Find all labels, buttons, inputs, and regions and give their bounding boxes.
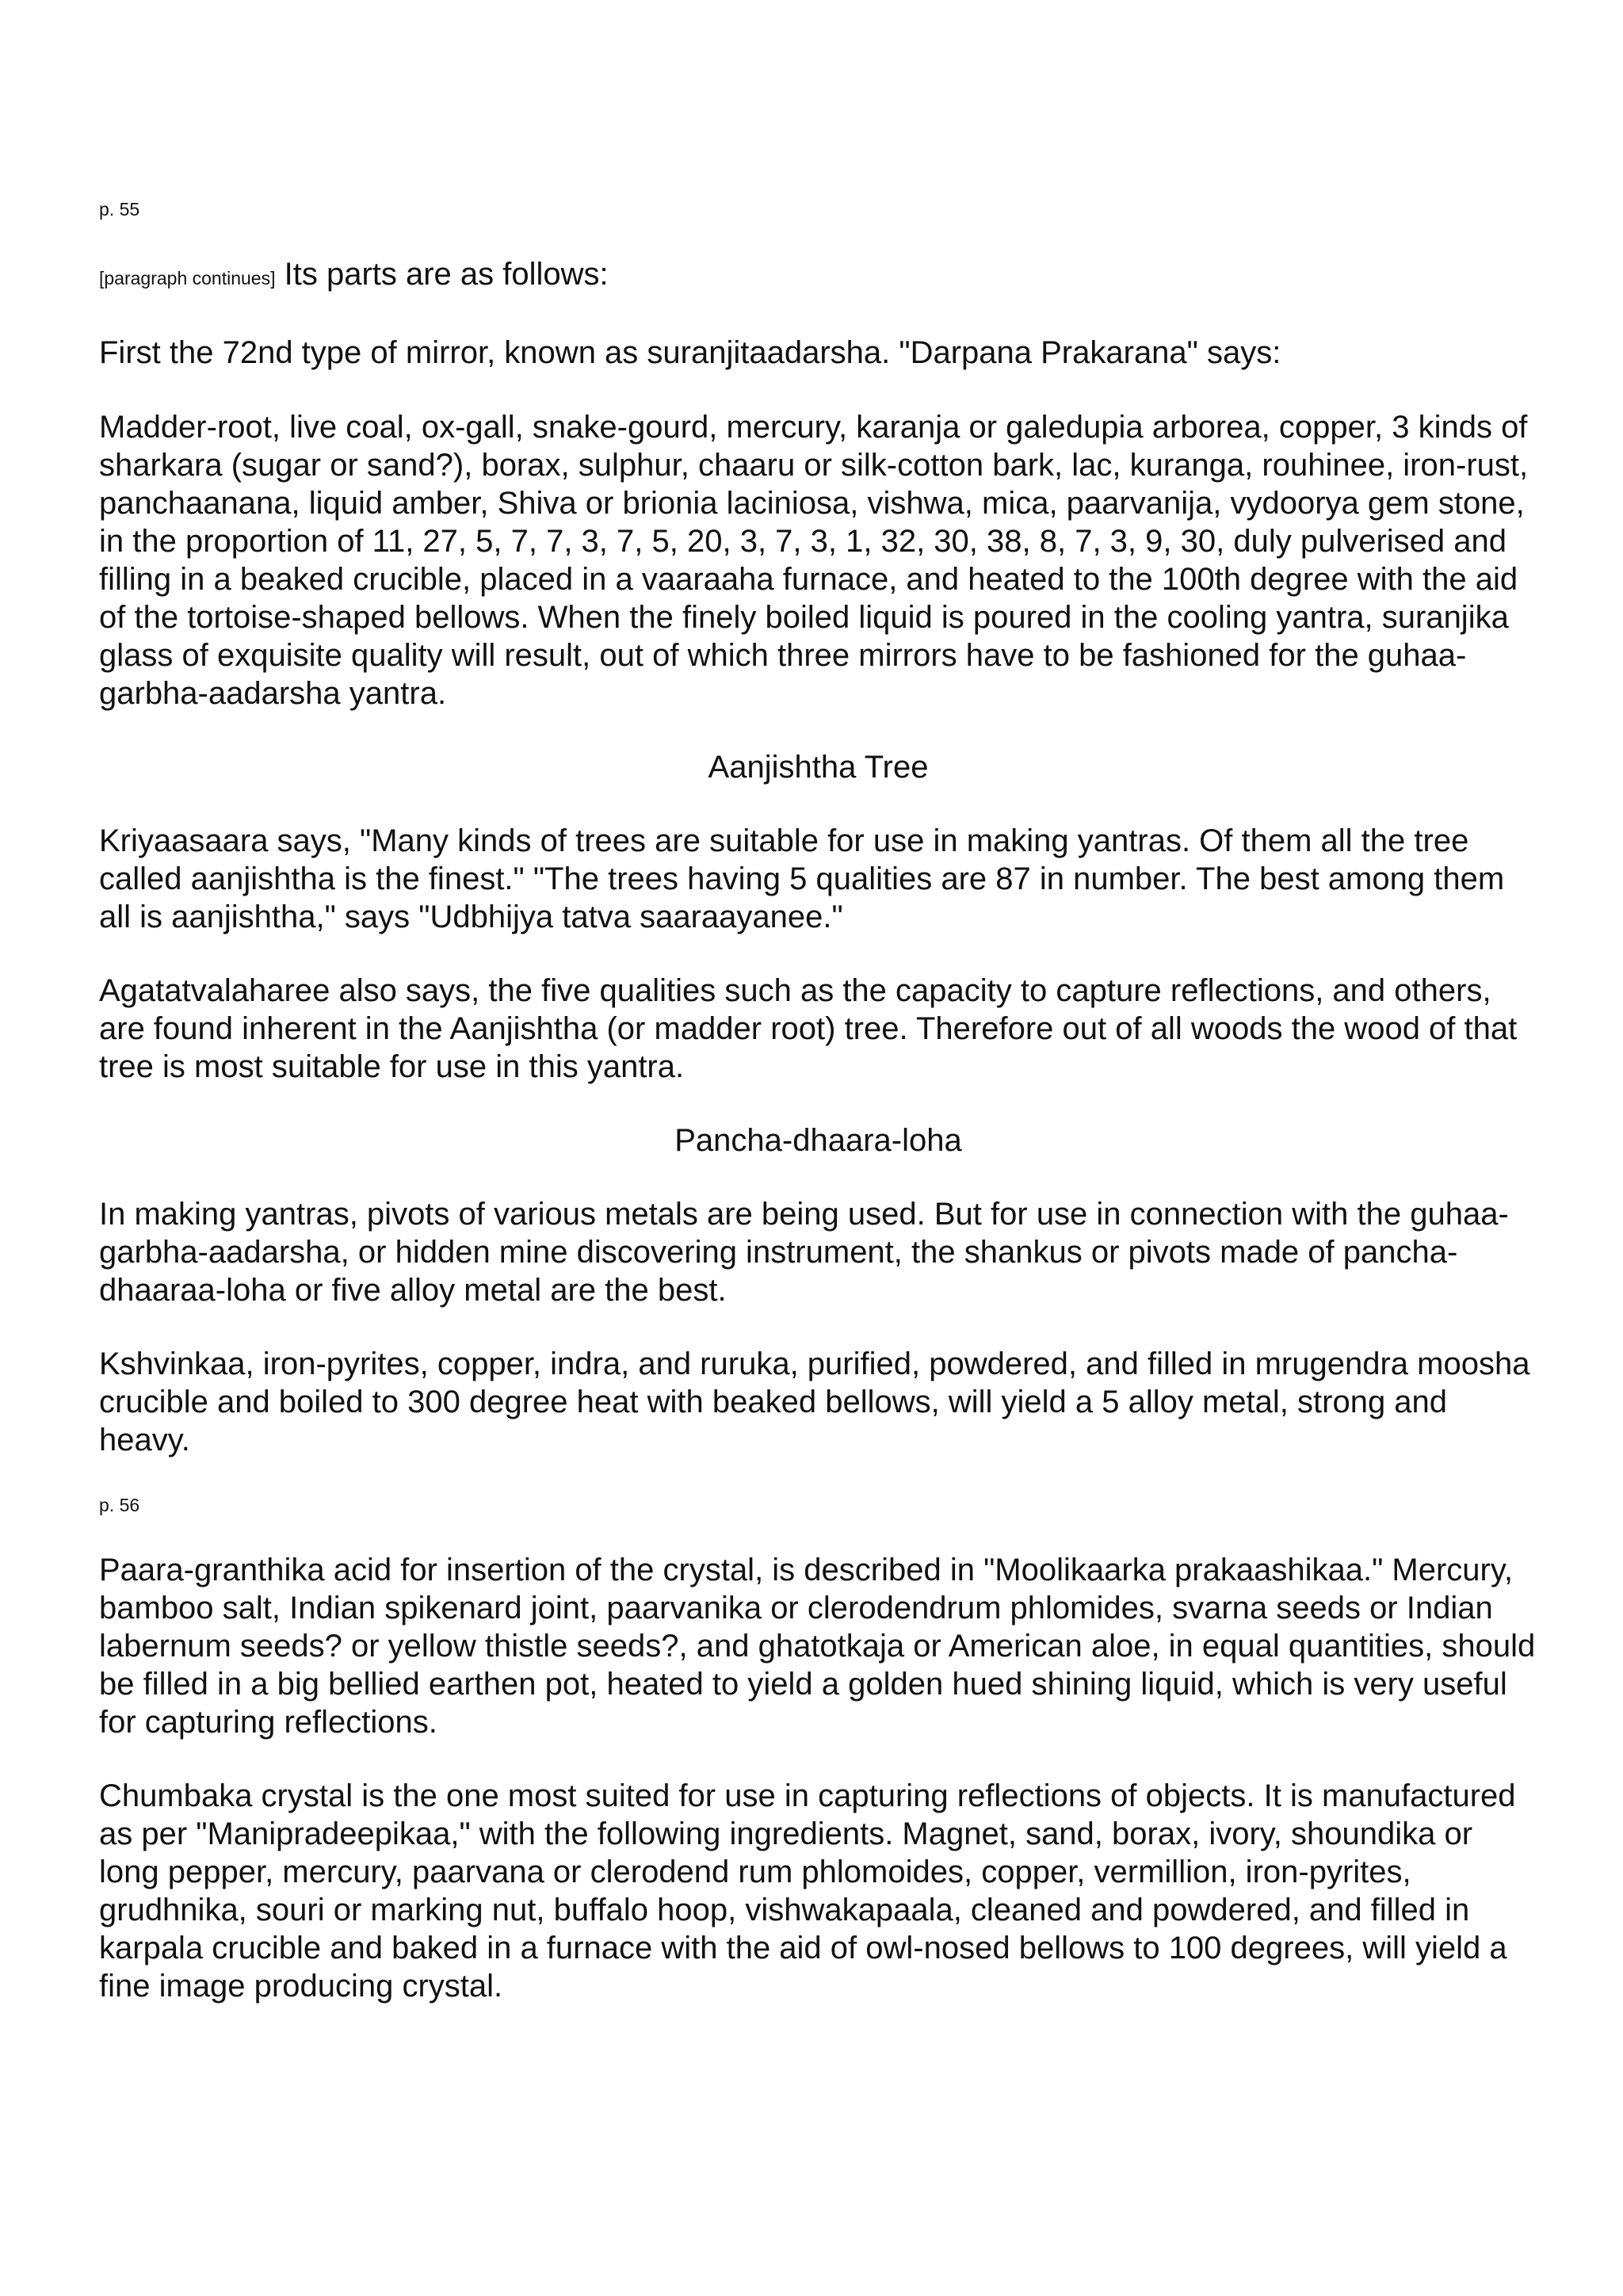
paragraph-kshvinkaa: Kshvinkaa, iron-pyrites, copper, indra, and ruruka, purified, powdered, and filled in mrugendra moosha crucible and boiled to 300 degree heat with beaked bellows, will yield a 5 alloy metal, strong and heavy. (99, 1347, 1530, 1457)
paragraph-chumbaka-crystal: Chumbaka crystal is the one most suited for use in capturing reflections of objects. It is manufactured as per "Manipradeepikaa," with the following ingredients. Magnet, sand, borax, ivory, shoundika or long pepper, mercury, paarvana or clerodend rum phlomoides, copper, vermillion, iron-pyrites, grudhnika, souri or marking nut, buffalo hoop, vishwakapaala, cleaned and powdered, and filled in karpala crucible and baked in a furnace with the aid of owl-nosed bellows to 100 degrees, will yield a fine image producing crystal. (99, 1778, 1516, 2004)
paragraph-pivots: In making yantras, pivots of various metals are being used. But for use in connection with the guhaa-garbha-aadarsha, or hidden mine discovering instrument, the shankus or pivots made of pancha-dhaaraa-loha or five alloy metal are the best. (99, 1197, 1509, 1308)
intro-text: Its parts are as follows: (275, 257, 609, 292)
page-number-56: p. 56 (99, 1495, 140, 1515)
paragraph-madder-root: Madder-root, live coal, ox-gall, snake-gourd, mercury, karanja or galedupia arborea, copper, 3 kinds of sharkara (sugar or sand?), borax, sulphur, chaaru or silk-cotton bark, lac, kuranga, rouhinee, iron-rust, panchaanana, liquid amber, Shiva or brionia laciniosa, vishwa, mica, paarvanija, vydoorya gem stone, in the proportion of 11, 27, 5, 7, 7, 3, 7, 5, 20, 3, 7, 3, 1, 32, 30, 38, 8, 7, 3, 9, 30, duly pulverised and filling in a beaked crucible, placed in a vaaraaha furnace, and heated to the 100th degree with the aid of the tortoise-shaped bellows. When the finely boiled liquid is poured in the cooling yantra, suranjika glass of exquisite quality will result, out of which three mirrors have to be fashioned for the guhaa-garbha-aadarsha yantra. (99, 410, 1529, 711)
paragraph-paara-granthika: Paara-granthika acid for insertion of the crystal, is described in "Moolikaarka prakaashikaa." Mercury, bamboo salt, Indian spikenard joint, paarvanika or clerodendrum phlomides, svarna seeds or Indian labernum seeds? or yellow thistle seeds?, and ghatotkaja or American aloe, in equal quantities, should be filled in a big bellied earthen pot, heated to yield a golden hued shining liquid, which is very useful for capturing reflections. (99, 1553, 1536, 1740)
paragraph-agatatvalaharee: Agatatvalaharee also says, the five qualities such as the capacity to capture reflections, and others, are found inherent in the Aanjishtha (or madder root) tree. Therefore out of all woods the wood of that tree is most suitable for use in this yantra. (99, 973, 1518, 1084)
paragraph-suranjitaadarsha: First the 72nd type of mirror, known as suranjitaadarsha. "Darpana Prakarana" says: (99, 335, 1281, 370)
intro-line (99, 255, 1537, 297)
page-number-55: p. 55 (99, 199, 140, 220)
heading-pancha-dhaara-loha: Pancha-dhaara-loha (674, 1123, 962, 1158)
heading-aanjishtha-tree: Aanjishtha Tree (708, 750, 929, 785)
paragraph-kriyaasaara: Kriyaasaara says, "Many kinds of trees are suitable for use in making yantras. Of them all the tree called aanjishtha is the finest." "The trees having 5 qualities are 87 in number. The best among them all is aanjishtha," says "Udbhijya tatva saaraayanee." (99, 823, 1505, 934)
document-body (99, 198, 1537, 2005)
continuation-note: [paragraph continues] (99, 268, 276, 288)
